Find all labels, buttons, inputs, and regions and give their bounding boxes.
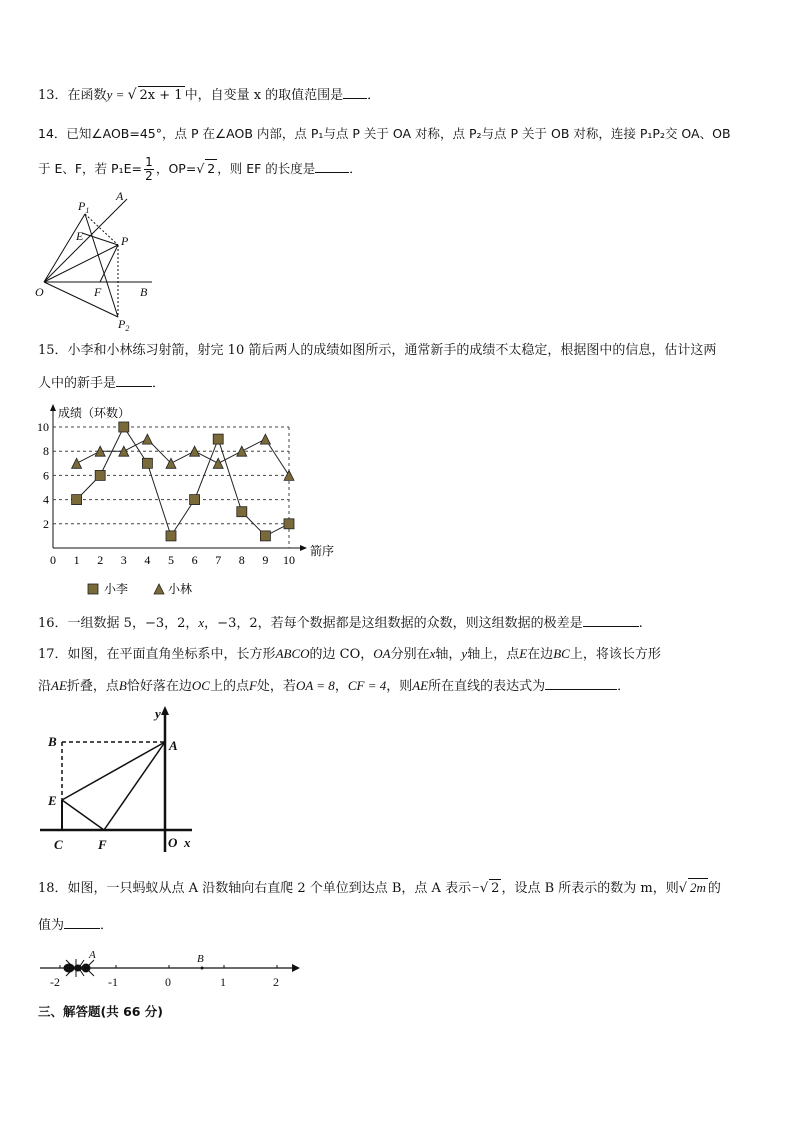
x-tick-label-1: 1 bbox=[73, 553, 80, 567]
answer-blank bbox=[545, 677, 617, 690]
q14-number: 14． bbox=[38, 126, 67, 141]
q15-end: ． bbox=[152, 376, 166, 391]
question-14-line2 bbox=[38, 156, 362, 183]
legend-triangle-marker bbox=[154, 584, 164, 594]
q17-end: ． bbox=[617, 679, 631, 694]
segment-p1p2 bbox=[85, 214, 118, 317]
point-xiaoli-5 bbox=[166, 531, 176, 541]
x-tick-label-3: 3 bbox=[120, 553, 127, 567]
q17-text: 折叠，点 bbox=[66, 679, 119, 694]
question-15-line2 bbox=[38, 374, 165, 393]
y-tick-label-8: 8 bbox=[43, 444, 49, 459]
q16-variable: x bbox=[198, 615, 205, 630]
x-tick-label-9: 9 bbox=[262, 553, 269, 567]
x-tick-label-8: 8 bbox=[238, 553, 245, 567]
point-xiaoli-10 bbox=[284, 519, 294, 529]
point-xiaoli-6 bbox=[190, 495, 200, 505]
sqrt-sign: √ bbox=[127, 87, 137, 103]
point-xiaolin-10 bbox=[284, 470, 294, 480]
point-xiaoli-2 bbox=[95, 470, 105, 480]
y-axis-label: 成绩（环数） bbox=[58, 406, 131, 420]
q18-number-line bbox=[36, 946, 306, 992]
q18-sqrt-b: 2m bbox=[690, 880, 706, 895]
y-tick-label-6: 6 bbox=[43, 468, 49, 483]
q17-x: x bbox=[429, 646, 436, 661]
q17-text: 轴上，点 bbox=[467, 647, 520, 662]
label-e: E bbox=[48, 793, 57, 808]
q13-end: ． bbox=[367, 88, 381, 103]
answer-blank bbox=[343, 86, 367, 99]
sqrt-sign: √ bbox=[479, 881, 489, 896]
q17-b: B bbox=[118, 678, 127, 693]
x-tick-label-0: 0 bbox=[50, 553, 56, 567]
q17-text: 分别在 bbox=[390, 647, 430, 662]
q18-neg: − bbox=[471, 880, 480, 895]
q14-text-b: ，OP= bbox=[155, 161, 197, 176]
label-b: B bbox=[48, 734, 57, 749]
point-xiaoli-9 bbox=[260, 531, 270, 541]
answer-blank bbox=[583, 614, 639, 627]
x-tick-label-4: 4 bbox=[144, 553, 151, 567]
q17-abco: ABCO bbox=[275, 646, 310, 661]
q17-text: 上，将该长方形 bbox=[569, 647, 661, 662]
point-xiaolin-1 bbox=[72, 458, 82, 468]
frac-numerator: 1 bbox=[145, 155, 153, 169]
q15-number: 15． bbox=[38, 343, 68, 358]
q17-oa: OA bbox=[373, 646, 391, 661]
q17-ae: AE bbox=[412, 678, 429, 693]
point-xiaoli-4 bbox=[142, 458, 152, 468]
q17-text: 沿 bbox=[38, 679, 52, 694]
question-15-line1 bbox=[38, 342, 716, 360]
point-xiaoli-1 bbox=[72, 495, 82, 505]
label-a: A bbox=[89, 949, 96, 961]
section-heading: 三、解答题(共 66 分) bbox=[38, 1004, 164, 1019]
q17-ae: AE bbox=[51, 678, 67, 693]
q18-end: ． bbox=[100, 918, 114, 933]
legend-square-marker bbox=[88, 584, 98, 594]
q13-text: 在函数 bbox=[67, 88, 107, 103]
answer-blank bbox=[116, 374, 152, 387]
y-tick-label-2: 2 bbox=[43, 516, 49, 531]
q17-e: E bbox=[519, 646, 528, 661]
tick-label-neg1: -1 bbox=[108, 975, 118, 989]
q17-text: 处，若 bbox=[256, 679, 296, 694]
segment-ef bbox=[62, 800, 104, 830]
q16-text-a: 一组数据 5，−3，2， bbox=[67, 616, 199, 631]
legend-label-xiaolin: 小林 bbox=[168, 582, 193, 596]
q15-chart bbox=[28, 400, 358, 605]
q14-fraction bbox=[144, 156, 154, 183]
point-xiaoli-8 bbox=[237, 507, 247, 517]
q14-end: ． bbox=[349, 161, 362, 176]
label-f: F bbox=[94, 285, 102, 299]
q13-radicand: 2x + 1 bbox=[139, 88, 183, 103]
x-tick-label-5: 5 bbox=[168, 553, 174, 567]
q14-text-c: ，则 EF 的长度是 bbox=[217, 161, 316, 176]
answer-blank bbox=[315, 160, 349, 173]
q18-text: 值为 bbox=[38, 918, 65, 933]
x-tick-label-7: 7 bbox=[215, 553, 222, 567]
q18-text: 如图，一只蚂蚁从点 A 沿数轴向右直爬 2 个单位到达点 B，点 A 表示 bbox=[67, 881, 472, 896]
q15-text: 小李和小林练习射箭，射完 10 箭后两人的成绩如图所示，通常新手的成绩不太稳定，根据图中的信息，估计这两 bbox=[67, 343, 717, 358]
q16-number: 16． bbox=[38, 616, 68, 631]
q18-number: 18． bbox=[38, 881, 68, 896]
tick-label-2: 2 bbox=[273, 975, 279, 989]
label-f: F bbox=[98, 837, 107, 852]
segment-ea bbox=[62, 742, 165, 800]
point-xiaolin-9 bbox=[260, 434, 270, 444]
q17-text: 在边 bbox=[527, 647, 554, 662]
question-17-line1 bbox=[38, 645, 661, 664]
q17-text: 所在直线的表达式为 bbox=[428, 679, 546, 694]
number-line-arrow bbox=[292, 964, 300, 972]
q15-text-2: 人中的新手是 bbox=[38, 376, 117, 391]
frac-denominator: 2 bbox=[145, 169, 153, 183]
segment-fa bbox=[104, 742, 165, 830]
label-b: B bbox=[197, 953, 204, 965]
q18-sqrt-a: 2 bbox=[491, 881, 500, 896]
q17-text: 的边 CO， bbox=[309, 647, 374, 662]
label-b: B bbox=[140, 285, 148, 299]
q14-figure bbox=[30, 190, 165, 335]
q17-bc: BC bbox=[553, 646, 570, 661]
question-17-line2 bbox=[38, 677, 630, 696]
q14-text: 已知∠AOB=45°，点 P 在∠AOB 内部，点 P₁与点 P 关于 OA 对称，点 P₂与点 P 关于 OB 对称，连接 P₁P₂交 OA、OB bbox=[66, 126, 731, 141]
label-a: A bbox=[116, 190, 124, 203]
q14-text-a: 于 E、F，若 P₁E= bbox=[38, 161, 142, 176]
question-13 bbox=[38, 86, 380, 105]
question-16 bbox=[38, 614, 643, 633]
q18-text: ，设点 B 所表示的数为 m，则 bbox=[501, 881, 679, 896]
tick-label-neg2: -2 bbox=[50, 975, 60, 989]
q17-number: 17． bbox=[38, 647, 68, 662]
question-18-line1 bbox=[38, 878, 721, 898]
x-tick-label-10: 10 bbox=[283, 553, 295, 567]
x-tick-label-2: 2 bbox=[97, 553, 104, 567]
q13-formula: y = bbox=[106, 87, 128, 102]
x-tick-label-6: 6 bbox=[191, 553, 198, 567]
segment-op2 bbox=[44, 282, 118, 317]
q17-text: 如图，在平面直角坐标系中，长方形 bbox=[67, 647, 276, 662]
q16-text-b: ，−3，2，若每个数据都是这组数据的众数，则这组数据的极差是 bbox=[204, 616, 583, 631]
sqrt-sign: √ bbox=[196, 161, 205, 176]
y-axis-arrow bbox=[50, 404, 56, 411]
point-b bbox=[201, 967, 204, 970]
label-p2: $P_2$ bbox=[118, 317, 130, 333]
y-tick-label-4: 4 bbox=[43, 492, 49, 507]
label-y: y bbox=[155, 706, 161, 721]
y-axis-arrow bbox=[161, 706, 169, 715]
label-c: C bbox=[54, 837, 63, 852]
tick-label-1: 1 bbox=[220, 975, 226, 989]
label-x: x bbox=[184, 835, 191, 850]
q18-text: 的 bbox=[707, 881, 721, 896]
answer-blank bbox=[64, 916, 100, 929]
label-p: P bbox=[121, 234, 129, 248]
q13-text-after: 中，自变量 x 的取值范围是 bbox=[184, 88, 344, 103]
y-tick-label-10: 10 bbox=[37, 420, 49, 434]
q14-sqrt-value: 2 bbox=[207, 161, 216, 176]
question-14-line1 bbox=[38, 125, 731, 143]
label-e: E bbox=[76, 229, 84, 243]
q17-y: y bbox=[461, 646, 468, 661]
q17-text: ，则 bbox=[386, 679, 413, 694]
q17-cf-eq: CF = 4 bbox=[347, 678, 387, 693]
point-xiaoli-3 bbox=[119, 422, 129, 432]
segment-fp bbox=[100, 245, 118, 282]
q17-text: 恰好落在边 bbox=[126, 679, 192, 694]
sqrt-sign: √ bbox=[678, 881, 688, 896]
q16-end: . bbox=[638, 616, 643, 631]
point-xiaolin-7 bbox=[213, 458, 223, 468]
point-xiaolin-4 bbox=[142, 434, 152, 444]
series-line-xiaolin bbox=[77, 439, 289, 475]
ant-icon bbox=[64, 959, 94, 977]
x-axis-arrow bbox=[300, 545, 307, 551]
tick-label-0: 0 bbox=[165, 975, 171, 989]
label-o: O bbox=[168, 835, 178, 850]
q17-oc: OC bbox=[191, 678, 210, 693]
q17-oa-eq: OA = 8 bbox=[295, 678, 335, 693]
point-xiaoli-7 bbox=[213, 434, 223, 444]
q17-f: F bbox=[248, 678, 257, 693]
legend bbox=[88, 581, 192, 596]
q13-number: 13． bbox=[38, 88, 68, 103]
legend-label-xiaoli: 小李 bbox=[104, 582, 129, 596]
label-o: O bbox=[35, 285, 44, 299]
question-18-line2 bbox=[38, 916, 113, 935]
q17-text: 上的点 bbox=[209, 679, 249, 694]
x-axis-label: 箭序 bbox=[310, 544, 335, 558]
q17-text: 轴， bbox=[435, 647, 462, 662]
q17-text: ， bbox=[334, 679, 348, 694]
label-a: A bbox=[169, 738, 178, 753]
label-p1: $P_1$ bbox=[78, 199, 90, 215]
q17-figure bbox=[32, 702, 207, 858]
